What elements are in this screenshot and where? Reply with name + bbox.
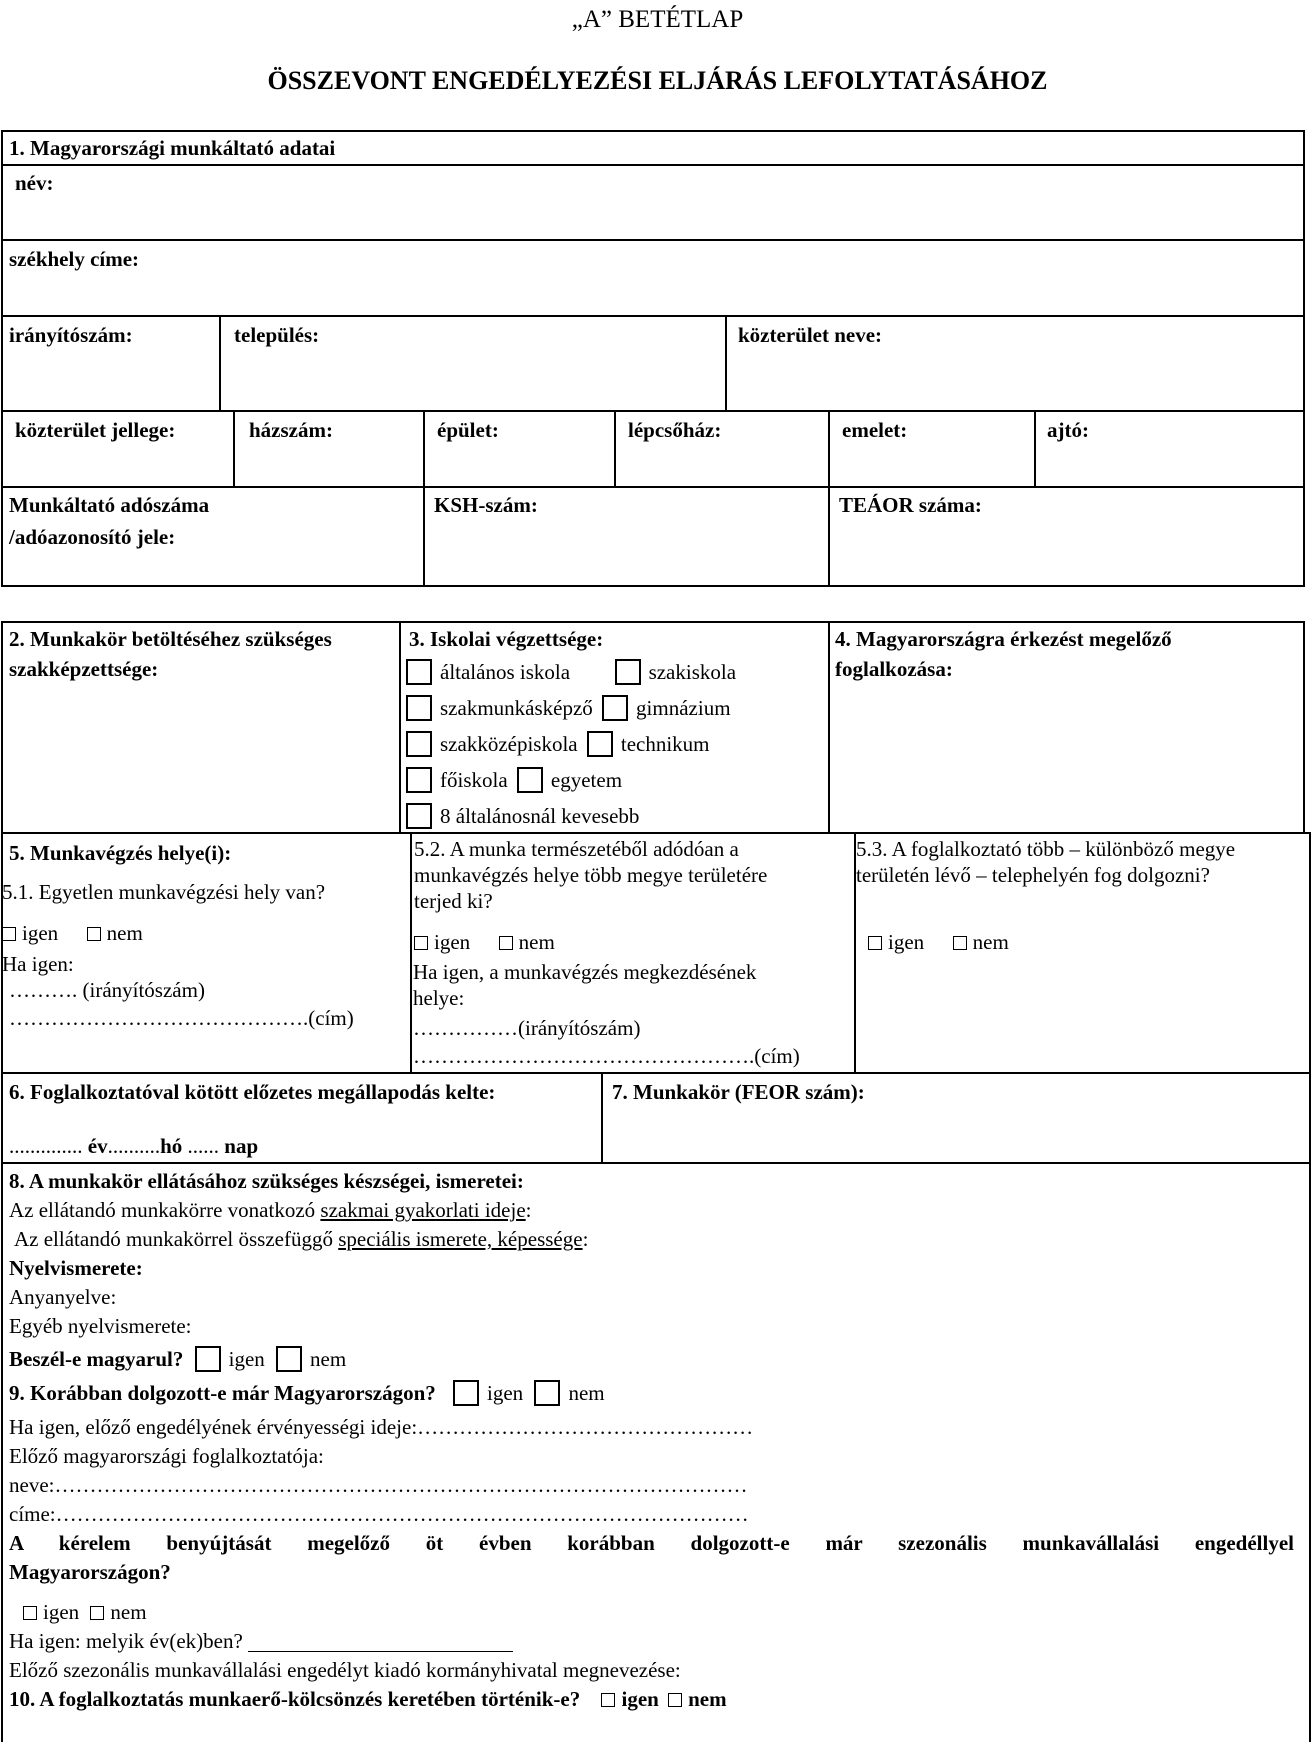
address-5-1[interactable]: …………………………………….(cím)	[9, 1006, 354, 1030]
label-yes: igen	[888, 930, 925, 954]
checkbox-seasonal-no[interactable]	[90, 1606, 104, 1620]
option-less-than-8: 8 általánosnál kevesebb	[440, 804, 640, 828]
worked-before-row	[9, 1379, 1294, 1413]
seasonal-question-line2: Magyarországon?	[9, 1560, 171, 1584]
label-yes: igen	[434, 930, 471, 954]
seasonal-years-row	[9, 1627, 1294, 1656]
label-yes: igen	[621, 1687, 659, 1711]
section-5-heading: 5. Munkavégzés helye(i):	[9, 841, 232, 865]
language-heading: Nyelvismerete:	[9, 1256, 143, 1280]
option-vocational-school: szakiskola	[648, 660, 737, 684]
settlement-field[interactable]	[234, 355, 714, 405]
if-yes-5-1: Ha igen:	[2, 952, 74, 976]
practice-line	[9, 1196, 1294, 1225]
option-university: egyetem	[550, 768, 623, 792]
checkbox-5-2-no[interactable]	[499, 936, 513, 950]
previous-employer-address[interactable]: címe:………………………………………………………………………………………	[9, 1502, 749, 1526]
answer-5-1	[2, 919, 143, 947]
label-yes: igen	[43, 1600, 80, 1624]
other-languages-label: Egyéb nyelvismerete:	[9, 1314, 192, 1338]
tax-number-label-2: /adóazonosító jele:	[9, 525, 176, 549]
section-9-heading: 9. Korábban dolgozott-e már Magyarországon?	[9, 1381, 436, 1405]
door-label: ajtó:	[1047, 418, 1089, 442]
checkbox-university[interactable]	[517, 767, 543, 793]
question-5-3-line1: 5.3. A foglalkoztató több – különböző megye	[856, 837, 1236, 861]
checkbox-trade-school[interactable]	[406, 695, 432, 721]
practice-colon: :	[525, 1198, 532, 1222]
education-options	[406, 654, 736, 834]
question-5-2-line1: 5.2. A munka természetéből adódóan a	[414, 837, 739, 861]
special-underlined: speciális ismerete, képessége	[338, 1227, 583, 1251]
section-4-heading-1: 4. Magyarországra érkezést megelőző	[835, 627, 1172, 651]
checkbox-vocational-school[interactable]	[615, 659, 641, 685]
seat-address-field[interactable]	[170, 244, 1290, 310]
option-college: főiskola	[440, 768, 508, 792]
label-no: nem	[518, 930, 555, 954]
previous-employer-name[interactable]: neve:………………………………………………………………………………………	[9, 1473, 748, 1497]
section-2-heading-1: 2. Munkakör betöltéséhez szükséges	[9, 627, 332, 651]
agreement-date[interactable]	[9, 1131, 258, 1161]
ksh-number-label: KSH-szám:	[434, 493, 538, 517]
answer-5-3	[868, 928, 1009, 956]
question-5-2-line2: munkavégzés helye több megye területére	[414, 863, 768, 887]
date-year-label: év	[87, 1134, 108, 1158]
checkbox-speaks-yes[interactable]	[195, 1346, 221, 1372]
special-line	[9, 1225, 1294, 1254]
practice-prefix: Az ellátandó munkakörre vonatkozó	[9, 1198, 316, 1222]
checkbox-5-3-no[interactable]	[953, 936, 967, 950]
floor-label: emelet:	[842, 418, 908, 442]
checkbox-speaks-no[interactable]	[276, 1346, 302, 1372]
label-yes: igen	[228, 1347, 265, 1371]
checkbox-college[interactable]	[406, 767, 432, 793]
postcode-5-1[interactable]: ………. (irányítószám)	[9, 978, 205, 1002]
date-day-label: nap	[224, 1134, 259, 1158]
label-no: nem	[688, 1687, 727, 1711]
street-name-label: közterület neve:	[738, 323, 883, 347]
option-secondary-vocational: szakközépiskola	[440, 732, 578, 756]
seasonal-question-line1: A kérelem benyújtását megelőző öt évben korábban dolgozott-e már szezonális munkavállalási engedéllyel	[9, 1531, 1294, 1555]
special-colon: :	[582, 1227, 589, 1251]
checkbox-5-2-yes[interactable]	[414, 936, 428, 950]
checkbox-leasing-yes[interactable]	[601, 1693, 615, 1707]
label-no: nem	[972, 930, 1009, 954]
checkbox-worked-yes[interactable]	[453, 1380, 479, 1406]
leasing-row	[9, 1685, 1294, 1715]
street-name-field[interactable]	[738, 355, 1298, 405]
issuing-office-label: Előző szezonális munkavállalási engedélyt kiadó kormányhivatal megnevezése:	[9, 1658, 681, 1682]
checkbox-grammar-school[interactable]	[602, 695, 628, 721]
name-label: név:	[15, 171, 54, 195]
postcode-field[interactable]	[9, 355, 209, 405]
label-yes: igen	[22, 921, 59, 945]
mother-tongue-label: Anyanyelve:	[9, 1285, 117, 1309]
section-8-10-content	[9, 1167, 1294, 1715]
section-1-heading: 1. Magyarországi munkáltató adatai	[9, 136, 336, 160]
seat-address-label: székhely címe:	[9, 247, 140, 271]
section-4-heading-2: foglalkozása:	[835, 657, 953, 681]
checkbox-technical-school[interactable]	[587, 731, 613, 757]
house-number-label: házszám:	[249, 418, 333, 442]
question-5-2-line3: terjed ki?	[414, 889, 493, 913]
date-year-dots: ..............	[9, 1134, 83, 1158]
label-no: nem	[110, 1600, 147, 1624]
checkbox-leasing-no[interactable]	[668, 1693, 682, 1707]
date-month-dots: ..........	[107, 1134, 161, 1158]
practice-underlined: szakmai gyakorlati ideje	[320, 1198, 526, 1222]
seasonal-years-field[interactable]	[248, 1633, 513, 1652]
postcode-label: irányítószám:	[9, 323, 133, 347]
section-10-heading: 10. A foglalkoztatás munkaerő-kölcsönzés keretében történik-e?	[9, 1687, 581, 1711]
section-2-heading-2: szakképzettsége:	[9, 657, 159, 681]
answer-5-2	[414, 928, 555, 956]
section-6-heading: 6. Foglalkoztatóval kötött előzetes megállapodás kelte:	[9, 1080, 496, 1104]
speaks-hungarian-row	[9, 1345, 1294, 1379]
option-trade-school: szakmunkásképző	[440, 696, 593, 720]
section-7-heading: 7. Munkakör (FEOR szám):	[612, 1080, 865, 1104]
building-label: épület:	[437, 418, 499, 442]
seasonal-answer	[9, 1598, 1294, 1627]
if-yes-5-2-line2: helye:	[413, 986, 465, 1010]
form-title: „A” BETÉTLAP	[571, 6, 744, 33]
special-prefix: Az ellátandó munkakörrel összefüggő	[14, 1227, 333, 1251]
section-8-heading: 8. A munkakör ellátásához szükséges készségei, ismeretei:	[9, 1169, 524, 1193]
postcode-5-2[interactable]: ……………(irányítószám)	[413, 1016, 641, 1040]
speaks-hungarian-question: Beszél-e magyarul?	[9, 1347, 184, 1371]
date-day-dots: ......	[187, 1134, 220, 1158]
checkbox-primary-school[interactable]	[406, 659, 432, 685]
label-yes: igen	[487, 1381, 524, 1405]
option-primary-school: általános iskola	[440, 660, 571, 684]
label-no: nem	[568, 1381, 605, 1405]
address-5-2[interactable]: ………………………………………….(cím)	[413, 1044, 800, 1068]
previous-employer-label: Előző magyarországi foglalkoztatója:	[9, 1444, 324, 1468]
checkbox-5-1-yes[interactable]	[2, 927, 16, 941]
label-no: nem	[310, 1347, 347, 1371]
teaor-number-label: TEÁOR száma:	[839, 493, 982, 517]
street-type-label: közterület jellege:	[15, 418, 176, 442]
form-subtitle: ÖSSZEVONT ENGEDÉLYEZÉSI ELJÁRÁS LEFOLYTATÁSÁHOZ	[267, 66, 1048, 95]
checkbox-5-1-no[interactable]	[87, 927, 101, 941]
name-field[interactable]	[90, 168, 1290, 234]
option-technical-school: technikum	[620, 732, 710, 756]
checkbox-less-than-8[interactable]	[406, 803, 432, 829]
question-5-3-line2: területén lévő – telephelyén fog dolgozni?	[856, 863, 1210, 887]
staircase-label: lépcsőház:	[628, 418, 722, 442]
seasonal-years-question: Ha igen: melyik év(ek)ben?	[9, 1629, 243, 1653]
section-3-heading: 3. Iskolai végzettsége:	[409, 627, 604, 651]
option-grammar-school: gimnázium	[636, 696, 731, 720]
settlement-label: település:	[234, 323, 320, 347]
checkbox-seasonal-yes[interactable]	[23, 1606, 37, 1620]
checkbox-worked-no[interactable]	[534, 1380, 560, 1406]
checkbox-secondary-vocational[interactable]	[406, 731, 432, 757]
checkbox-5-3-yes[interactable]	[868, 936, 882, 950]
date-month-label: hó	[160, 1134, 183, 1158]
previous-permit-validity[interactable]: Ha igen, előző engedélyének érvényességi ideje:…………………………………………	[9, 1415, 754, 1439]
if-yes-5-2-line1: Ha igen, a munkavégzés megkezdésének	[413, 960, 757, 984]
tax-number-label-1: Munkáltató adószáma	[9, 493, 210, 517]
question-5-1: 5.1. Egyetlen munkavégzési hely van?	[2, 880, 326, 904]
label-no: nem	[106, 921, 143, 945]
